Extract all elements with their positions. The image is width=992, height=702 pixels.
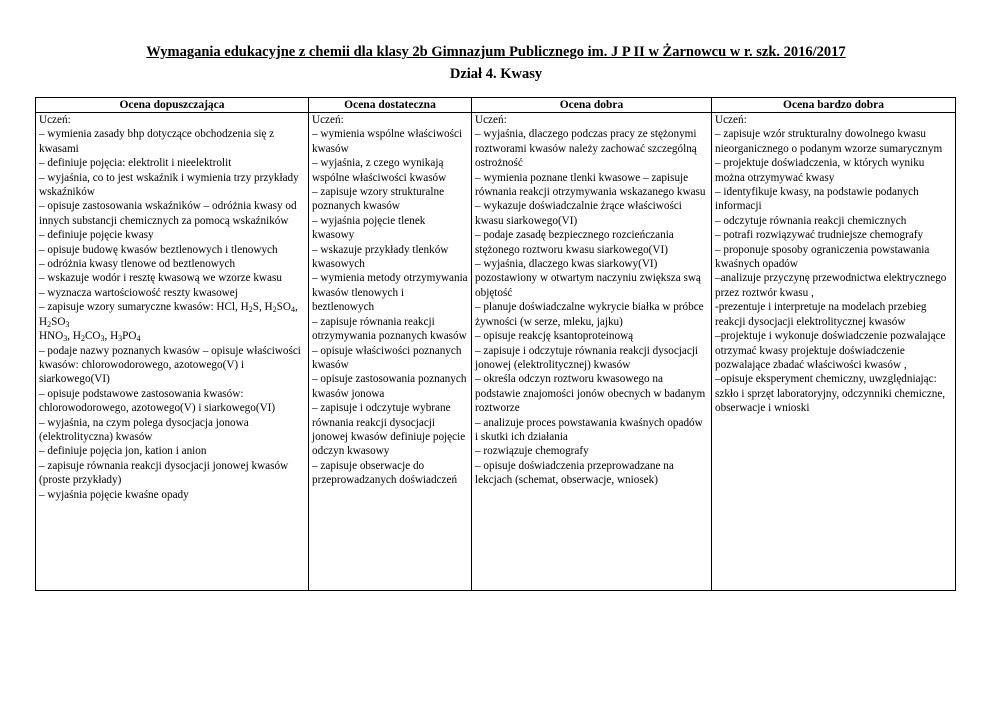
requirement-item: – potrafi rozwiązywać trudniejsze chemografy — [715, 229, 924, 242]
requirement-item: – podaje zasadę bezpiecznego rozcieńczania stężonego roztworu kwasu siarkowego(VI) — [475, 229, 674, 256]
requirement-item: – wyznacza wartościowość reszty kwasowej — [39, 286, 238, 299]
requirement-item: – rozwiązuje chemografy — [475, 445, 589, 458]
requirement-item: – wykazuje doświadczalnie żrące właściwości kwasu siarkowego(VI) — [475, 200, 682, 227]
requirement-item: – wyjaśnia, z czego wynikają wspólne właściwości kwasów — [312, 157, 447, 184]
requirement-item: – projektuje doświadczenia, w których wyniku można otrzymywać kwasy — [715, 157, 925, 184]
requirement-item: – analizuje proces powstawania kwaśnych opadów i skutki ich działania — [475, 416, 703, 443]
requirement-item: – zapisuje równania reakcji otrzymywania poznanych kwasów — [312, 315, 467, 343]
requirement-item: – wskazuje przykłady tlenków kwasowych — [312, 243, 449, 271]
requirement-item: – opisuje reakcję ksantoproteinową — [475, 330, 634, 343]
column-header-dobra: Ocena dobra — [472, 98, 712, 113]
section-title: Dział 4. Kwasy — [449, 66, 543, 82]
document-header — [0, 43, 992, 83]
column-header-bardzo-dobra: Ocena bardzo dobra — [712, 98, 956, 113]
requirement-item: – opisuje zastosowania poznanych kwasów jonowa — [312, 373, 467, 400]
requirement-item: – wskazuje wodór i resztę kwasową we wzorze kwasu — [39, 272, 282, 285]
document-title: Wymagania edukacyjne z chemii dla klasy 2b Gimnazjum Publicznego im. J P II w Żarnowcu w r. szk. 2016/2017 — [146, 44, 846, 60]
requirement-item: – zapisuje wzory strukturalne poznanych kwasów — [312, 186, 445, 213]
requirement-item: – definiuje pojęcie kwasy — [39, 229, 154, 242]
cell-intro: Uczeń: — [39, 114, 71, 126]
requirement-item: – planuje doświadczalne wykrycie białka w próbce żywności (w serze, mleku, jajku) — [475, 301, 704, 328]
column-header-dostateczna: Ocena dostateczna — [309, 98, 472, 113]
requirement-item: – wymienia zasady bhp dotyczące obchodzenia się z kwasami — [39, 128, 275, 155]
requirement-item: – wyjaśnia, na czym polega dysocjacja jonowa (elektrolityczna) kwasów — [39, 416, 249, 443]
requirement-item: – zapisuje wzór strukturalny dowolnego kwasu nieorganicznego o podanym wzorze sumarycznym — [715, 128, 943, 155]
requirement-item: – opisuje zastosowania wskaźników – odróżnia kwasy od innych substancji chemicznych za pomocą wskaźników — [39, 200, 297, 227]
requirement-item: – wyjaśnia, co to jest wskaźnik i wymienia trzy przykłady wskaźników — [39, 171, 299, 199]
requirements-table — [35, 97, 956, 591]
requirement-item: – zapisuje równania reakcji dysocjacji jonowej kwasów (proste przykłady) — [39, 459, 289, 487]
requirement-item: – proponuje sposoby ograniczenia powstawania kwaśnych opadów — [715, 243, 930, 271]
requirements-cell-dobra — [472, 113, 712, 591]
table-row — [36, 113, 956, 591]
requirements-cell-dopuszczajaca — [36, 113, 309, 591]
requirement-item: – opisuje właściwości poznanych kwasów — [312, 344, 462, 371]
requirement-item: – podaje nazwy poznanych kwasów – opisuje właściwości kwasów: chlorowodorowego, azotowego(V) i siarkowego(VI) — [39, 344, 301, 386]
requirement-item: – wymienia wspólne właściwości kwasów — [312, 128, 463, 155]
requirement-item: – zapisuje wzory sumaryczne kwasów: HCl, $H_2S$, $H_2SO_4$, $H_2SO_3$ — [39, 301, 298, 329]
cell-intro: Uczeń: — [715, 114, 747, 126]
requirement-item: – wyjaśnia, dlaczego kwas siarkowy(VI) pozostawiony w otwartym naczyniu zwiększa swą objętość — [475, 258, 701, 299]
column-header-dopuszczajaca: Ocena dopuszczająca — [36, 98, 309, 113]
table-header-row — [36, 98, 956, 113]
requirement-item: – zapisuje obserwacje do przeprowadzanych doświadczeń — [312, 459, 458, 487]
requirement-item: -prezentuje i interpretuje na modelach przebieg reakcji dysocjacji elektrolitycznej kwasów — [715, 301, 927, 328]
requirement-item: – wymienia poznane tlenki kwasowe – zapisuje równania reakcji otrzymywania wskazanego kwasu — [475, 171, 706, 199]
requirement-item: – opisuje doświadczenia przeprowadzane na lekcjach (schemat, obserwacje, wniosek) — [475, 459, 674, 487]
cell-intro: Uczeń: — [475, 114, 507, 126]
requirement-item: – opisuje budowę kwasów beztlenowych i tlenowych — [39, 243, 278, 256]
requirement-item: – zapisuje i odczytuje wybrane równania reakcji dysocjacji jonowej kwasów definiuje pojęcie odczyn kwasowy — [312, 402, 466, 458]
requirement-item: – odczytuje równania reakcji chemicznych — [715, 214, 907, 227]
cell-intro: Uczeń: — [312, 114, 344, 126]
requirement-item: – określa odczyn roztworu kwasowego na podstawie znajomości jonów obecnych w badanym roztworze — [475, 373, 706, 415]
requirement-item: – zapisuje i odczytuje równania reakcji dysocjacji jonowej (elektrolitycznej) kwasów — [475, 344, 699, 371]
requirement-item: – wymienia metody otrzymywania kwasów tlenowych i beztlenowych — [312, 272, 468, 314]
requirement-item: –projektuje i wykonuje doświadczenie pozwalające otrzymać kwasy projektuje doświadczenie pozwalające zbadać właściwości kwasów , — [715, 330, 946, 371]
requirement-item: – opisuje podstawowe zastosowania kwasów: chlorowodorowego, azotowego(V) i siarkowego(VI) — [39, 387, 276, 415]
requirement-item: – identyfikuje kwasy, na podstawie podanych informacji — [715, 186, 919, 213]
requirement-item: – wyjaśnia, dlaczego podczas pracy ze stężonymi roztworami kwasów należy zachować szczególną ostrożność — [475, 128, 697, 170]
requirement-item: –analizuje przyczynę przewodnictwa elektrycznego przez roztwór kwasu , — [715, 272, 947, 299]
requirements-cell-dostateczna — [309, 113, 472, 591]
requirement-item: – wyjaśnia pojęcie kwaśne opady — [39, 488, 189, 501]
requirements-cell-bardzo-dobra — [712, 113, 956, 591]
requirement-item: – odróżnia kwasy tlenowe od beztlenowych — [39, 258, 236, 271]
requirement-item: – definiuje pojęcia jon, kation i anion — [39, 445, 207, 458]
requirement-item: – wyjaśnia pojęcie tlenek kwasowy — [312, 214, 426, 242]
requirement-item: $HNO_3$, $H_2CO_3$, $H_3PO_4$ — [39, 330, 141, 344]
requirement-item: – definiuje pojęcia: elektrolit i nieelektrolit — [39, 157, 232, 170]
requirement-item: –opisuje eksperyment chemiczny, uwzględniając: szkło i sprzęt laboratoryjny, odczynniki chemiczne, obserwacje i wnioski — [715, 373, 946, 415]
